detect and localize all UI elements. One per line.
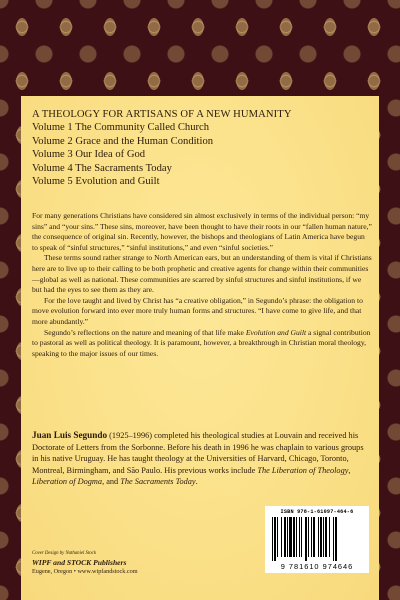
barcode-digits: 9 781610 974646 [280, 562, 354, 571]
barcode-bar [305, 517, 307, 561]
publisher-name: WIPF and STOCK Publishers [32, 558, 127, 567]
barcode-bar [318, 517, 319, 557]
barcode-bar [329, 517, 330, 557]
description-paragraph: For many generations Christians have considered sin almost exclusively in terms of the individual person: “my sins” and “your sins.” These sins, moreover, have been thought to have their roots in our “fallen human nature,” the consequence of original sin. Recently, however, the bishops and theologians of Latin America have begun to speak of “sinful structures,” “sinful institutions,” and even “sinful societies.” [32, 211, 372, 252]
series-volume: Volume 1 The Community Called Church [32, 122, 210, 134]
barcode-bar [335, 517, 337, 561]
series-volume: Volume 5 Evolution and Guilt [32, 176, 160, 188]
author-bio [32, 430, 372, 488]
description-text: a signal contribution to pastoral as well as political theology. It is paramount, however, a breakthrough in Christian moral theology, speaking to the major issues of our times. [32, 327, 371, 358]
barcode-bar [287, 517, 288, 557]
description-paragraph: These terms sound rather strange to North American ears, but an understanding of them is vital if Christians here are to live up to their calling to be both prophetic and creative agents for change within their communities—global as well as national. These communities are scarred by sinful structures and sinful institutions, if we but had the eyes to see them as they are. [32, 253, 372, 295]
barcode-bar [301, 517, 302, 557]
description-text: Segundo’s reflections on the nature and meaning of that life make [44, 327, 246, 337]
barcode-icon [272, 517, 362, 561]
barcode-bar [308, 517, 309, 557]
barcode-bar [284, 517, 286, 557]
barcode-bar [313, 517, 315, 557]
book-description [32, 211, 372, 359]
author-name: Juan Luis Segundo [32, 430, 108, 440]
bio-text: , and [102, 477, 121, 487]
barcode-bar [296, 517, 297, 557]
description-paragraph: For the love taught and lived by Christ has “a creative obligation,” in Segundo’s phrase: the obligation to move evolution forward into ever more truly human forms and structures. “I have come to give life, and that more abundantly.” [32, 295, 363, 326]
isbn-label: ISBN 978-1-61097-464-6 [280, 509, 354, 515]
barcode-bar [272, 517, 273, 561]
bio-text: , [348, 465, 351, 475]
barcode-bar [333, 517, 334, 561]
barcode-bar [277, 517, 278, 557]
barcode-bar [293, 517, 295, 557]
previous-work-title: Liberation of Dogma [32, 477, 103, 487]
series-volume: Volume 2 Grace and the Human Condition [32, 135, 214, 147]
description-paragraph [32, 328, 372, 360]
barcode-bar [281, 517, 282, 557]
series-volume: Volume 3 Our Idea of God [32, 149, 146, 161]
barcode-bar [299, 517, 300, 557]
barcode-bar [320, 517, 322, 557]
bio-text: (1925–1996) completed his theological studies at Louvain and received his Doctorate of Letters from the Sorbonne. Before his death in 1996 he was chaplain to various groups in his native Uruguay. He has taught theology at the Universities of Harvard, Chicago, Toronto, Montreal, Birmingham, and São Paulo. His previous works include [32, 431, 364, 475]
series-list [32, 108, 372, 188]
isbn-barcode [265, 506, 369, 573]
series-volume: Volume 4 The Sacraments Today [32, 162, 172, 174]
barcode-bar [323, 517, 324, 557]
previous-work-title: The Liberation of Theology [257, 465, 349, 475]
barcode-bar [311, 517, 312, 557]
cover-design-credit: Cover Design by Nathaniel Stock [32, 551, 96, 556]
barcode-bar [274, 517, 276, 561]
publisher-credits [32, 550, 242, 576]
previous-work-title: The Sacraments Today [120, 477, 196, 487]
publisher-location: Eugene, Oregon • www.wipfandstock.com [32, 568, 138, 575]
book-title: Evolution and Guilt [245, 327, 307, 337]
series-heading: A THEOLOGY FOR ARTISANS OF A NEW HUMANITY [32, 109, 292, 120]
bio-text: . [195, 477, 198, 487]
barcode-bar [289, 517, 292, 557]
barcode-bar [325, 517, 327, 557]
